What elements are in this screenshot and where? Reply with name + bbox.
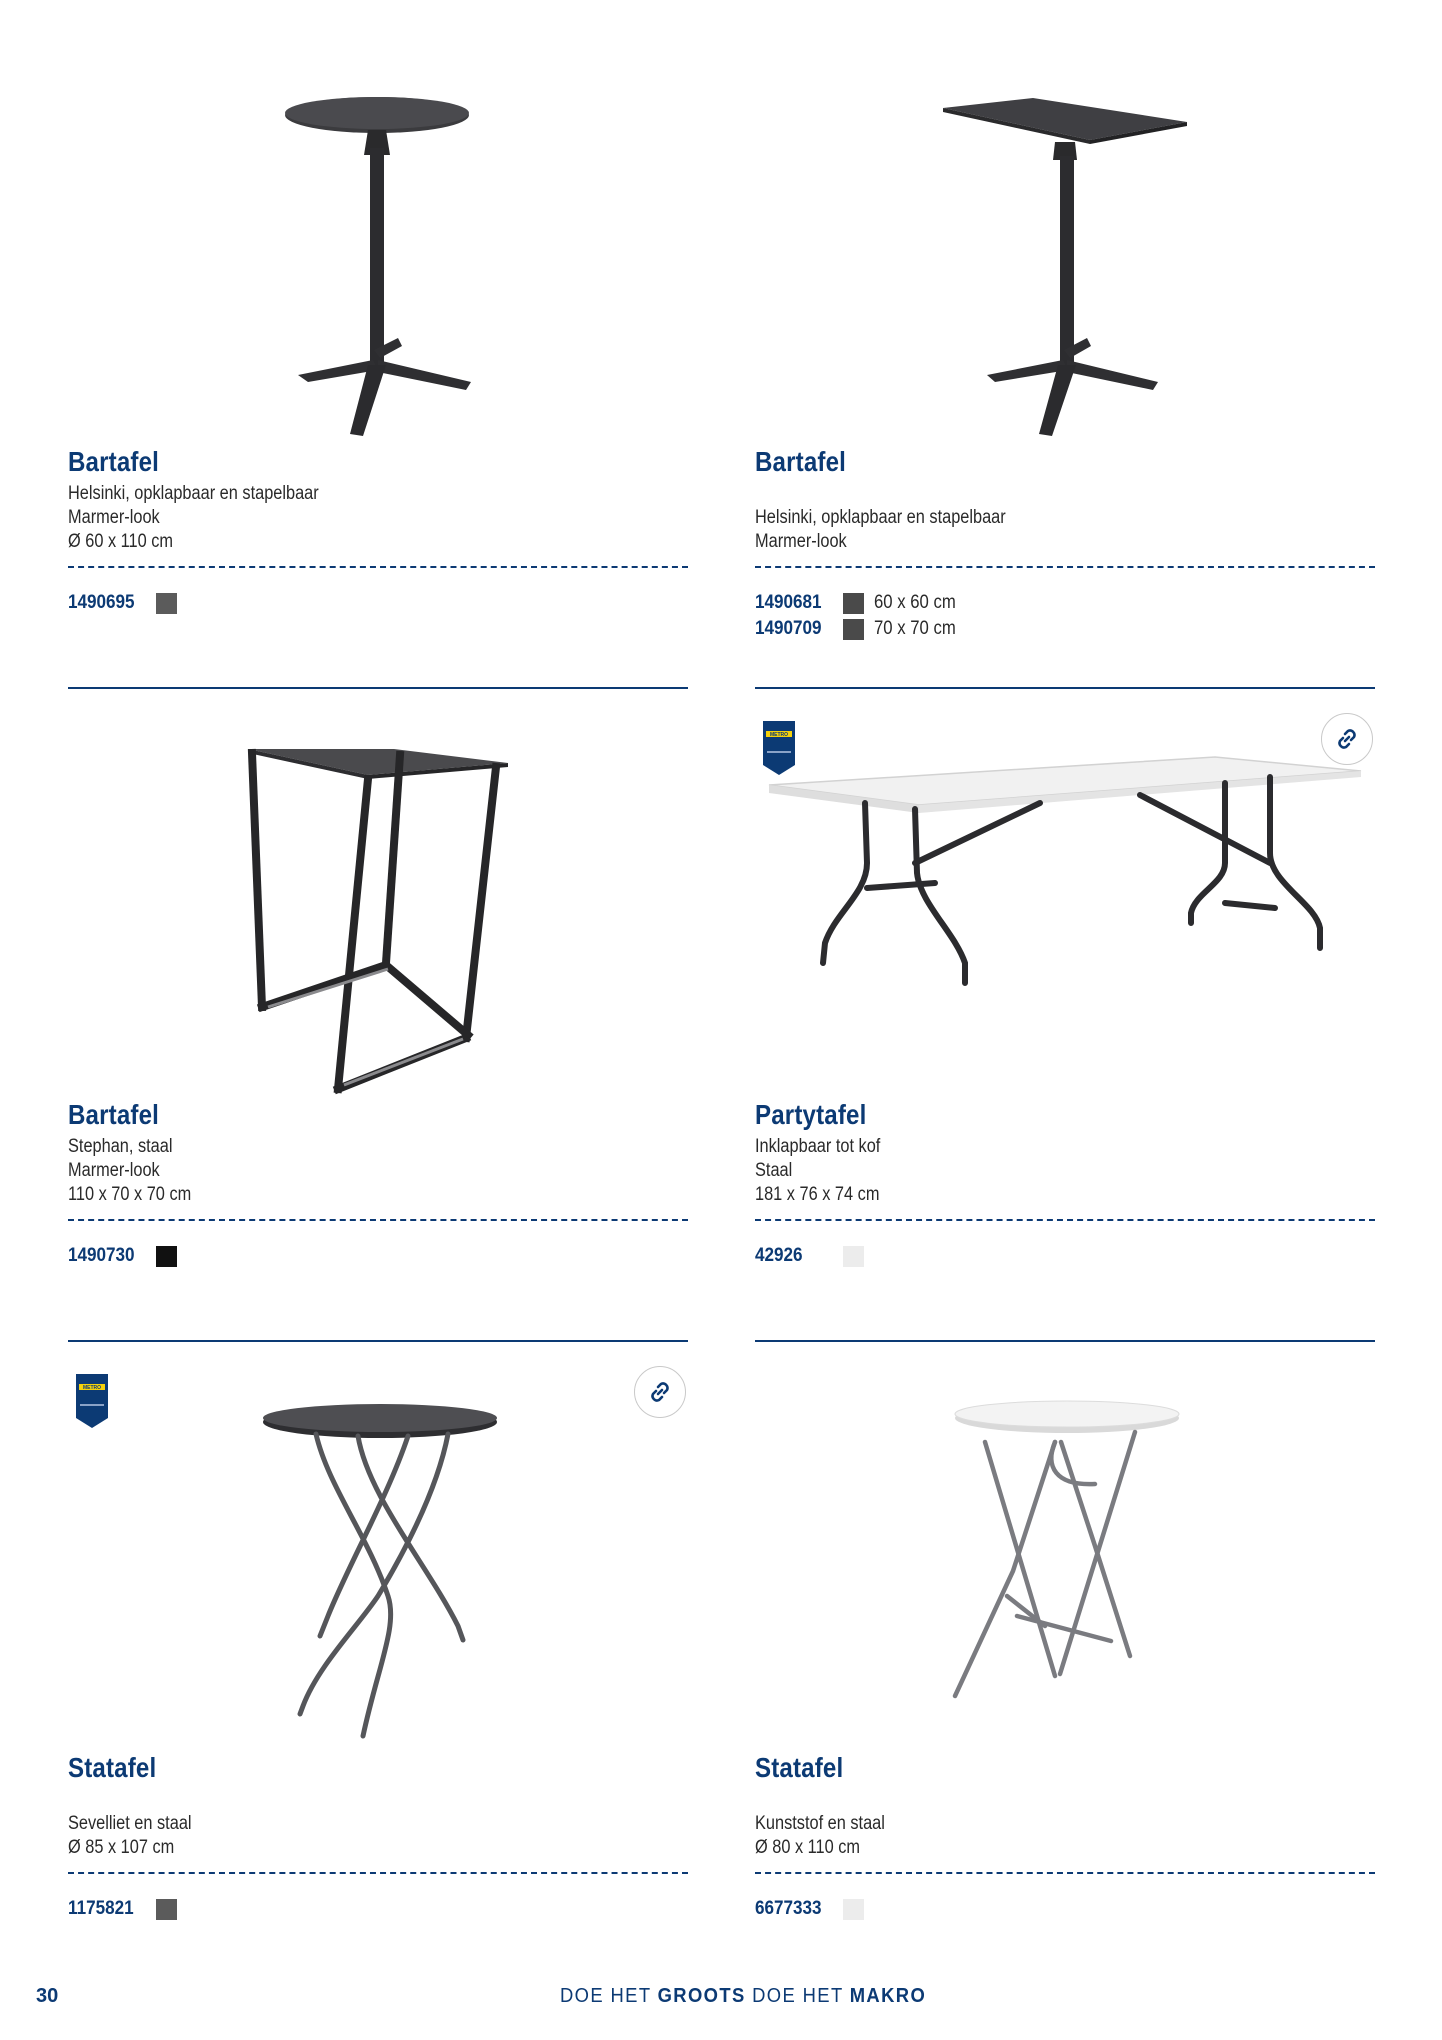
color-swatch [843,619,864,640]
dashed-divider [68,566,688,568]
product-card[interactable] [755,713,1375,1353]
article-codes [68,590,187,616]
link-icon [1332,724,1362,754]
product-line: Helsinki, opklapbaar en stapelbaar [68,483,319,504]
svg-text:METRO: METRO [769,732,789,738]
color-swatch [843,1899,864,1920]
section-rule [68,1340,688,1342]
round-bar-table-image [68,60,688,450]
product-line: 181 x 76 x 74 cm [755,1184,880,1205]
dark-standing-table-image [68,1366,688,1756]
color-swatch [156,593,177,614]
product-card[interactable] [68,1366,688,2006]
article-number: 42926 [755,1245,803,1266]
article-number: 6677333 [755,1898,822,1919]
product-line: Inklapbaar tot kof [755,1136,881,1157]
code-row [68,1896,187,1922]
slogan-part: DOE HET [560,1985,658,2007]
product-line: Helsinki, opklapbaar en stapelbaar [755,507,1006,528]
product-line: Marmer-look [755,531,847,552]
article-codes [68,1896,187,1922]
product-card[interactable] [68,713,688,1353]
code-row [68,1243,187,1269]
article-codes [755,1243,874,1269]
color-swatch [156,1899,177,1920]
square-bar-table-image [755,60,1375,450]
product-line: Ø 60 x 110 cm [68,531,174,552]
article-codes [68,1243,187,1269]
color-swatch [843,593,864,614]
product-line: Marmer-look [68,1160,160,1181]
product-line: Marmer-look [68,507,160,528]
product-image [68,60,688,480]
code-row [68,590,187,616]
link-icon [645,1377,675,1407]
code-row [755,590,967,616]
product-card[interactable] [755,60,1375,700]
dashed-divider [68,1219,688,1221]
article-number: 1490681 [755,592,822,613]
product-title: Statafel [755,1752,844,1783]
link-button[interactable] [634,1366,686,1418]
section-rule [68,687,688,689]
dashed-divider [755,566,1375,568]
product-title: Partytafel [755,1099,867,1130]
metro-professional-badge [76,1374,108,1428]
code-row [755,1243,874,1269]
size-label: 70 x 70 cm [874,618,956,639]
product-title: Bartafel [755,446,847,477]
folding-party-table-image [755,713,1375,1103]
article-number: 1490730 [68,1245,135,1266]
slogan-part: MAKRO [849,1985,927,2007]
product-line: Stephan, staal [68,1136,173,1157]
metro-professional-badge [763,721,795,775]
article-number: 1175821 [68,1898,134,1919]
article-codes [755,590,967,642]
steel-frame-bar-table-image [68,713,688,1103]
product-image [755,1366,1375,1786]
product-image [755,60,1375,480]
color-swatch [156,1246,177,1267]
product-image [68,1366,688,1786]
dashed-divider [68,1872,688,1874]
product-line: Sevelliet en staal [68,1813,192,1834]
product-line: Ø 85 x 107 cm [68,1837,175,1858]
section-rule [755,1340,1375,1342]
white-standing-table-image [755,1366,1375,1756]
code-row [755,616,967,642]
product-title: Statafel [68,1752,157,1783]
product-line: 110 x 70 x 70 cm [68,1184,192,1205]
product-line: Kunststof en staal [755,1813,885,1834]
article-codes [755,1896,874,1922]
size-label: 60 x 60 cm [874,592,956,613]
product-card[interactable] [755,1366,1375,2006]
product-title: Bartafel [68,1099,160,1130]
color-swatch [843,1246,864,1267]
product-card[interactable] [68,60,688,700]
article-number: 1490709 [755,618,822,639]
section-rule [755,687,1375,689]
dashed-divider [755,1219,1375,1221]
dashed-divider [755,1872,1375,1874]
link-button[interactable] [1321,713,1373,765]
code-row [755,1896,874,1922]
page-number: 30 [36,1985,59,2007]
slogan-part: GROOTS [657,1985,746,2007]
product-title: Bartafel [68,446,160,477]
slogan-part: DOE HET [745,1985,850,2007]
product-line: Ø 80 x 110 cm [755,1837,861,1858]
product-line: Staal [755,1160,793,1181]
product-image [755,713,1375,1133]
footer-slogan [560,1985,926,2008]
product-image [68,713,688,1133]
article-number: 1490695 [68,592,135,613]
svg-text:METRO: METRO [82,1385,102,1391]
